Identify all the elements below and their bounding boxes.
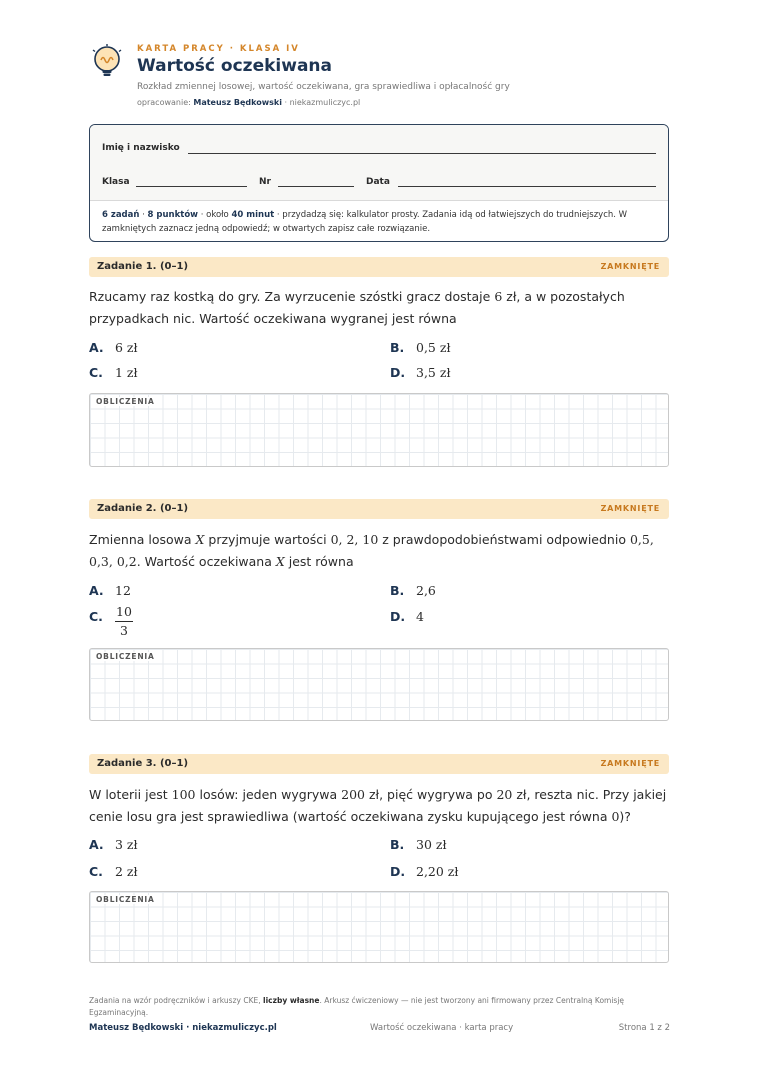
credit-prefix: opracowanie:	[137, 98, 191, 107]
credit-site: · niekazmuliczyc.pl	[284, 98, 361, 107]
task-type-badge: ZAMKNIĘTE	[600, 759, 660, 768]
nr-label: Nr	[259, 177, 271, 187]
answer-option-a[interactable]	[89, 340, 138, 355]
calculation-area[interactable]	[89, 891, 669, 963]
answer-letter: B.	[390, 583, 405, 598]
instructions-text: · przydadzą się: kalkulator prosty. Zadania idą od łatwiejszych do trudniejszych. W zamkniętych zaznacz jedną odpowiedź; w otwartych zapisz całe rozwiązanie.	[102, 210, 628, 234]
math-value: 100	[171, 787, 196, 802]
task-number: Zadanie 3. (0–1)	[97, 758, 189, 769]
disclaimer-text: . Arkusz ćwiczeniowy — nie jest tworzony ani firmowany przez Centralną Komisję Egzaminacyjną.	[89, 996, 625, 1017]
question-text: zł, reszta nic. Przy jakiej cenie losu gra jest sprawiedliwa (wartość oczekiwana zysku kupującego jest równa	[89, 787, 667, 824]
answer-value: 2,20 zł	[416, 864, 459, 879]
footer-disclaimer	[89, 995, 669, 1019]
author-name: Mateusz Będkowski	[193, 98, 282, 107]
answer-letter: A.	[89, 583, 104, 598]
date-field[interactable]	[398, 186, 656, 187]
answer-value: 1 zł	[115, 365, 138, 380]
answer-letter: C.	[89, 864, 103, 879]
worksheet-instructions	[90, 200, 668, 242]
calculation-label: OBLICZENIA	[96, 895, 155, 904]
math-value: 6	[494, 289, 503, 304]
question-text: losów: jeden wygrywa	[195, 787, 342, 802]
question-text: Zmienna losowa	[89, 532, 196, 547]
question-text: zł, pięć wygrywa po	[365, 787, 497, 802]
worksheet-header	[90, 42, 670, 112]
task-type-badge: ZAMKNIĘTE	[600, 262, 660, 271]
question-text: jest równa	[284, 554, 354, 569]
fraction-bar	[115, 621, 133, 622]
answer-option-a[interactable]	[89, 583, 131, 598]
answer-letter: A.	[89, 837, 104, 852]
separator: ·	[139, 210, 148, 220]
math-value: 0,3, 0,2	[89, 554, 137, 569]
task-number: Zadanie 2. (0–1)	[97, 503, 189, 514]
fraction-denominator: 3	[120, 623, 128, 638]
answer-option-a[interactable]	[89, 837, 138, 852]
fraction-numerator: 10	[116, 604, 132, 619]
answer-option-c[interactable]	[89, 864, 138, 879]
answer-letter: A.	[89, 340, 104, 355]
calculation-label: OBLICZENIA	[96, 397, 155, 406]
answer-letter: C.	[89, 365, 103, 380]
student-info-box	[89, 124, 669, 242]
answer-value: 4	[416, 609, 424, 624]
footer-author: Mateusz Będkowski · niekazmuliczyc.pl	[89, 1023, 277, 1033]
answer-fraction	[115, 604, 133, 639]
math-value: 0,5,	[629, 532, 654, 547]
answer-value: 6 zł	[115, 340, 138, 355]
page-title: Wartość oczekiwana	[137, 56, 332, 76]
point-count: 8 punktów	[147, 210, 199, 220]
answer-letter: B.	[390, 837, 405, 852]
calculation-area[interactable]	[89, 393, 669, 467]
answer-letter: C.	[89, 609, 103, 624]
name-label: Imię i nazwisko	[102, 143, 180, 153]
student-fields	[90, 125, 668, 200]
question-text: z prawdopodobieństwami odpowiednio	[378, 532, 630, 547]
worksheet-kicker: KARTA PRACY · KLASA IV	[137, 44, 300, 54]
question-text: przyjmuje wartości	[204, 532, 331, 547]
question-text: Rzucamy raz kostką do gry. Za wyrzucenie szóstki gracz dostaje	[89, 289, 495, 304]
answer-value: 12	[115, 583, 131, 598]
answer-option-b[interactable]	[390, 340, 451, 355]
math-value: 0	[611, 809, 620, 824]
task-count: 6 zadań	[102, 210, 140, 220]
calculation-area[interactable]	[89, 648, 669, 721]
page-number: Strona 1 z 2	[618, 1023, 670, 1033]
answer-value: 2,6	[416, 583, 436, 598]
answer-value: 0,5 zł	[416, 340, 451, 355]
nr-field[interactable]	[278, 186, 354, 187]
answer-letter: D.	[390, 609, 406, 624]
task-question	[89, 529, 669, 573]
class-label: Klasa	[102, 177, 130, 187]
answer-option-b[interactable]	[390, 583, 436, 598]
question-text: W loterii jest	[89, 787, 172, 802]
disclaimer-emphasis: liczby własne	[263, 996, 320, 1005]
class-field[interactable]	[136, 186, 247, 187]
answer-value: 2 zł	[115, 864, 138, 879]
answer-letter: B.	[390, 340, 405, 355]
answer-option-c[interactable]	[89, 365, 138, 380]
footer-title: Wartość oczekiwana · karta pracy	[370, 1023, 514, 1033]
calculation-label: OBLICZENIA	[96, 652, 155, 661]
math-value: 200	[341, 787, 365, 802]
name-field[interactable]	[188, 153, 656, 154]
task-header	[89, 754, 669, 774]
question-text: )?	[619, 809, 631, 824]
task-header	[89, 257, 669, 277]
task-type-badge: ZAMKNIĘTE	[600, 504, 660, 513]
answer-value: 3,5 zł	[416, 365, 451, 380]
math-variable: X	[195, 532, 205, 547]
answer-letter: D.	[390, 864, 406, 879]
math-value: 0, 2, 10	[330, 532, 379, 547]
answer-option-c[interactable]	[89, 609, 115, 624]
answer-value: 30 zł	[416, 837, 447, 852]
task-header	[89, 499, 669, 519]
question-text: . Wartość oczekiwana	[136, 554, 276, 569]
time-estimate: 40 minut	[231, 210, 275, 220]
date-label: Data	[366, 177, 390, 187]
task-question	[89, 784, 669, 828]
task-question	[89, 286, 669, 330]
disclaimer-text: Zadania na wzór podręczników i arkuszy CKE,	[89, 996, 263, 1005]
author-credit	[137, 98, 360, 107]
separator: · około	[198, 210, 232, 220]
answer-option-d[interactable]	[390, 609, 424, 624]
math-value: 20	[496, 787, 513, 802]
answer-option-d[interactable]	[390, 365, 451, 380]
task-number: Zadanie 1. (0–1)	[97, 261, 189, 272]
math-variable: X	[275, 554, 285, 569]
lightbulb-icon	[90, 44, 124, 78]
answer-value: 3 zł	[115, 837, 138, 852]
answer-letter: D.	[390, 365, 406, 380]
answer-option-b[interactable]	[390, 837, 447, 852]
page-subtitle: Rozkład zmiennej losowej, wartość oczekiwana, gra sprawiedliwa i opłacalność gry	[137, 82, 510, 92]
answer-option-d[interactable]	[390, 864, 458, 879]
question-text: zł, a w pozostałych przypadkach nic. Wartość oczekiwana wygranej jest równa	[89, 289, 625, 326]
